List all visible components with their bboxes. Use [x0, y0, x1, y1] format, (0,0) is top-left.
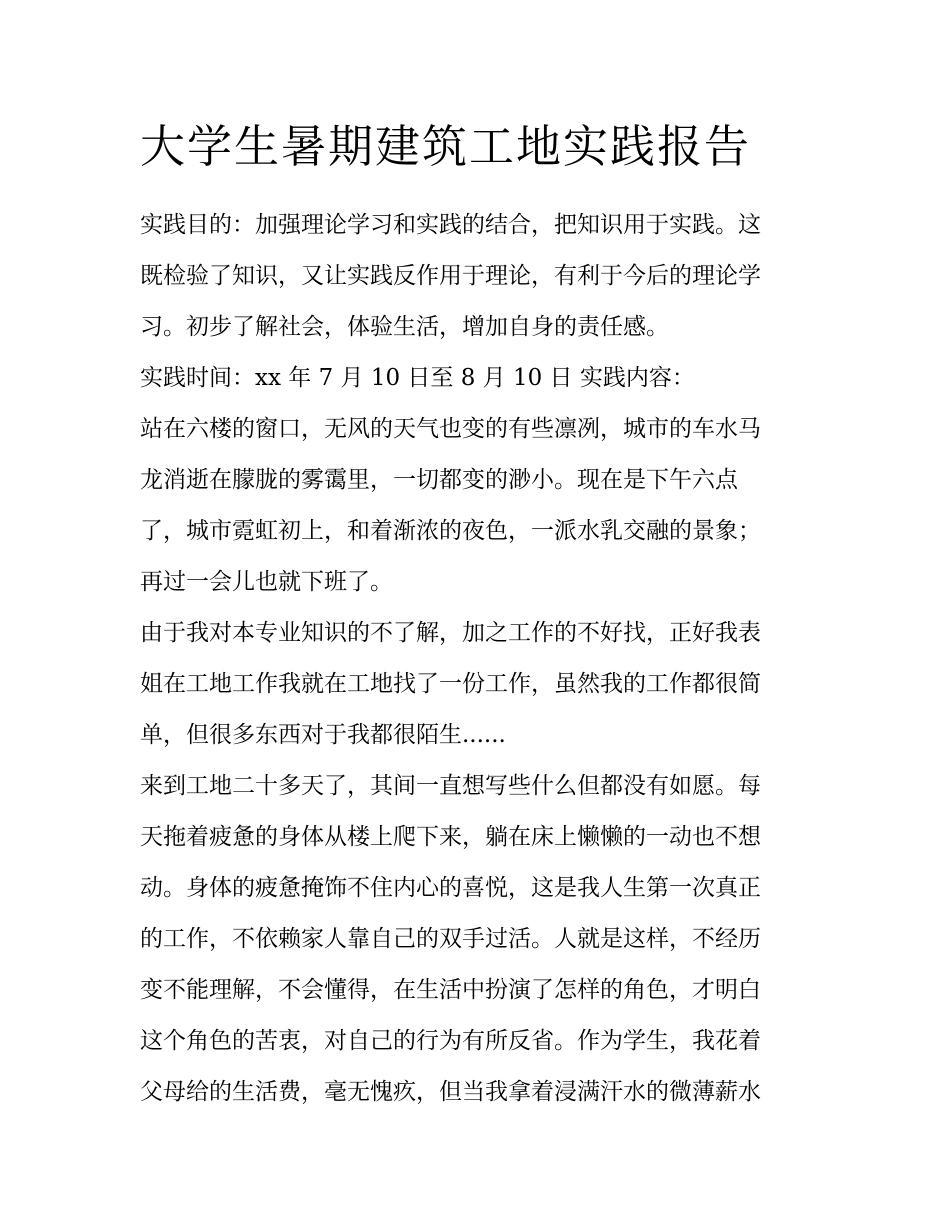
text-line: 来到工地二十多天了，其间一直想写些什么但都没有如愿。每 — [140, 773, 761, 799]
text-line: 的工作，不依赖家人靠自己的双手过活。人就是这样，不经历 — [140, 926, 761, 952]
text-line: 父母给的生活费，毫无愧疚，但当我拿着浸满汗水的微薄薪水 — [140, 1079, 761, 1105]
text-line: 这个角色的苦衷，对自己的行为有所反省。作为学生，我花着 — [140, 1028, 761, 1054]
text-line: 了，城市霓虹初上，和着渐浓的夜色，一派水乳交融的景象； — [140, 518, 761, 544]
text-line: 既检验了知识，又让实践反作用于理论，有利于今后的理论学 — [140, 263, 761, 289]
text-line: 龙消逝在朦胧的雾霭里，一切都变的渺小。现在是下午六点 — [140, 467, 738, 493]
text-line: 站在六楼的窗口，无风的天气也变的有些凛冽，城市的车水马 — [140, 416, 761, 442]
text-line: 实践时间：xx 年 7 月 10 日至 8 月 10 日 实践内容： — [140, 365, 695, 391]
text-line: 变不能理解，不会懂得，在生活中扮演了怎样的角色，才明白 — [140, 977, 761, 1003]
text-line: 再过一会儿也就下班了。 — [140, 569, 393, 595]
text-line: 习。初步了解社会，体验生活，增加自身的责任感。 — [140, 314, 669, 340]
text-line: 实践目的：加强理论学习和实践的结合，把知识用于实践。这 — [140, 212, 761, 238]
text-line: 姐在工地工作我就在工地找了一份工作，虽然我的工作都很简 — [140, 671, 761, 697]
text-line: 动。身体的疲惫掩饰不住内心的喜悦，这是我人生第一次真正 — [140, 875, 761, 901]
text-line: 天拖着疲惫的身体从楼上爬下来，躺在床上懒懒的一动也不想 — [140, 824, 761, 850]
text-line: 由于我对本专业知识的不了解，加之工作的不好找，正好我表 — [140, 620, 761, 646]
document-title: 大学生暑期建筑工地实践报告 — [140, 120, 752, 173]
text-line: 单，但很多东西对于我都很陌生...... — [140, 722, 506, 748]
document-body — [140, 200, 812, 1118]
